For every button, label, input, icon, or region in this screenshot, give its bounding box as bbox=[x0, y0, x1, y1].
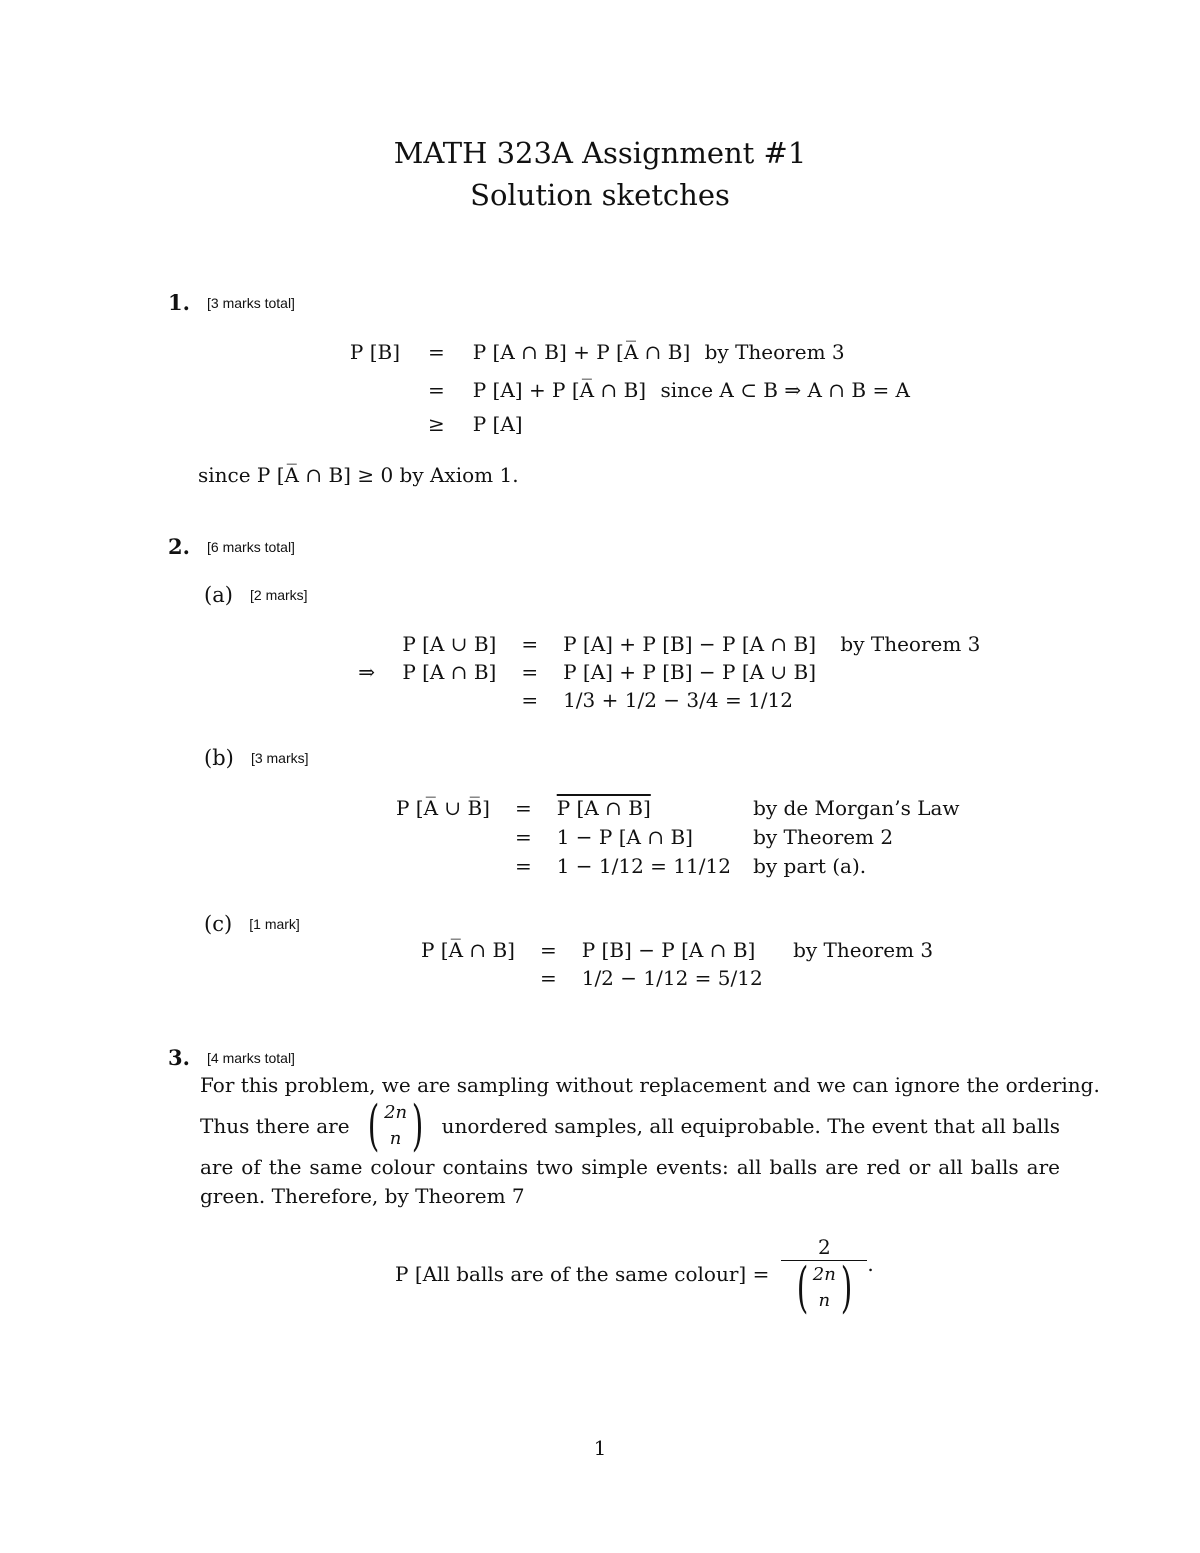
equation-operator: = bbox=[514, 854, 532, 878]
q1-conclusion: since P [A̅ ∩ B] ≥ 0 by Axiom 1. bbox=[198, 463, 519, 487]
equation-note: by de Morgan’s Law bbox=[753, 796, 960, 820]
question-number: 1. bbox=[168, 290, 190, 315]
equation-operator: = bbox=[539, 966, 557, 990]
marks-label: [3 marks total] bbox=[207, 295, 295, 311]
binomial-stack bbox=[384, 1100, 407, 1152]
binomial-coefficient bbox=[363, 1094, 428, 1157]
q2a-equation-row-1 bbox=[345, 632, 980, 656]
part-b-header bbox=[204, 746, 309, 770]
q2c-equation-row-1 bbox=[400, 938, 933, 962]
q1-equation-row-1 bbox=[340, 340, 845, 364]
binomial-bottom: n bbox=[818, 1289, 831, 1311]
equation-note: by part (a). bbox=[753, 854, 867, 878]
q2b-equation-row-2 bbox=[375, 825, 893, 849]
marks-label: [4 marks total] bbox=[207, 1050, 295, 1066]
equation-operator: = bbox=[514, 825, 532, 849]
q1-equation-row-3 bbox=[340, 412, 523, 436]
equation-note: by Theorem 3 bbox=[704, 340, 845, 364]
document-subtitle: Solution sketches bbox=[470, 178, 730, 212]
binomial-bottom: n bbox=[389, 1128, 402, 1149]
fraction bbox=[781, 1234, 867, 1319]
equation-lhs: P [A ∪ B] bbox=[402, 632, 497, 656]
q2a-equation-row-2 bbox=[345, 660, 816, 684]
implies-symbol: ⇒ bbox=[358, 660, 375, 684]
q2c-equation-row-2 bbox=[400, 966, 763, 990]
equation-lhs: P [A̅ ∪ B̅] bbox=[395, 796, 490, 820]
document-title: MATH 323A Assignment #1 bbox=[393, 136, 807, 170]
equation-operator: = bbox=[427, 378, 445, 402]
question-2-header bbox=[168, 534, 295, 559]
fraction-denominator-binomial bbox=[792, 1255, 857, 1319]
equation-rhs: 1/2 − 1/12 = 5/12 bbox=[581, 966, 763, 990]
equation-operator: = bbox=[521, 688, 539, 712]
equation-operator: ≥ bbox=[427, 412, 445, 436]
final-period: . bbox=[867, 1252, 874, 1276]
binomial-top: 2n bbox=[384, 1102, 408, 1123]
equation-lhs: P [A̅ ∩ B] bbox=[420, 938, 515, 962]
q1-equation-row-2 bbox=[340, 378, 910, 402]
equation-operator: = bbox=[427, 340, 445, 364]
equation-note: by Theorem 2 bbox=[753, 825, 894, 849]
part-a-header bbox=[204, 583, 308, 607]
equation-rhs: P [B] − P [A ∩ B] bbox=[581, 938, 756, 962]
equation-rhs: P [A] bbox=[472, 412, 523, 436]
marks-label: [2 marks] bbox=[250, 587, 308, 603]
equation-operator: = bbox=[539, 938, 557, 962]
final-equation-lhs: P [All balls are of the same colour] = bbox=[395, 1262, 770, 1286]
part-label: (b) bbox=[204, 746, 234, 770]
equation-rhs: 1 − 1/12 = 11/12 bbox=[556, 854, 731, 878]
q3-final-equation bbox=[395, 1228, 874, 1320]
equation-rhs: P [A ∩ B] bbox=[556, 796, 651, 820]
equation-note: by Theorem 3 bbox=[793, 938, 934, 962]
q3-paragraph-line-1: For this problem, we are sampling without replacement and we can ignore the ordering. bbox=[200, 1073, 1100, 1097]
q3-paragraph-line-3: are of the same colour contains two simple events: all balls are red or all balls are bbox=[200, 1155, 1060, 1179]
equation-operator: = bbox=[514, 796, 532, 820]
line-text-after-binomial: unordered samples, all equiprobable. The event that all balls bbox=[441, 1114, 1060, 1138]
equation-rhs: 1 − P [A ∩ B] bbox=[556, 825, 693, 849]
part-c-header bbox=[204, 912, 300, 936]
question-number: 3. bbox=[168, 1045, 190, 1070]
part-label: (a) bbox=[204, 583, 233, 607]
right-paren: ) bbox=[411, 1094, 424, 1157]
equation-lhs: P [A ∩ B] bbox=[402, 660, 497, 684]
marks-label: [1 mark] bbox=[249, 916, 300, 932]
question-3-header bbox=[168, 1045, 295, 1070]
q3-paragraph-line-2 bbox=[200, 1096, 1060, 1156]
equation-note: by Theorem 3 bbox=[840, 632, 981, 656]
equation-rhs: P [A ∩ B] + P [A̅ ∩ B] bbox=[472, 340, 691, 364]
equation-operator: = bbox=[521, 632, 539, 656]
equation-rhs: P [A] + P [A̅ ∩ B] bbox=[472, 378, 647, 402]
equation-lhs: P [B] bbox=[349, 340, 400, 364]
page-number: 1 bbox=[593, 1436, 607, 1460]
marks-label: [6 marks total] bbox=[207, 539, 295, 555]
equation-operator: = bbox=[521, 660, 539, 684]
line-text-before-binomial: Thus there are bbox=[200, 1114, 350, 1138]
marks-label: [3 marks] bbox=[250, 750, 309, 766]
left-paren: ( bbox=[796, 1255, 809, 1319]
question-number: 2. bbox=[168, 534, 190, 559]
q2b-equation-row-3 bbox=[375, 854, 866, 878]
equation-rhs: P [A] + P [B] − P [A ∪ B] bbox=[563, 660, 817, 684]
binomial-stack bbox=[813, 1262, 836, 1314]
part-label: (c) bbox=[204, 912, 233, 936]
binomial-top: 2n bbox=[812, 1263, 836, 1285]
equation-rhs: P [A] + P [B] − P [A ∩ B] bbox=[563, 632, 817, 656]
q3-paragraph-line-4: green. Therefore, by Theorem 7 bbox=[200, 1184, 525, 1208]
q2a-equation-row-3 bbox=[345, 688, 793, 712]
equation-note: since A ⊂ B ⇒ A ∩ B = A bbox=[660, 378, 911, 402]
right-paren: ) bbox=[840, 1255, 853, 1319]
question-1-header bbox=[168, 290, 295, 315]
q2b-equation-row-1 bbox=[375, 796, 960, 820]
fraction-numerator: 2 bbox=[817, 1234, 831, 1259]
left-paren: ( bbox=[367, 1094, 380, 1157]
equation-rhs: 1/3 + 1/2 − 3/4 = 1/12 bbox=[563, 688, 793, 712]
